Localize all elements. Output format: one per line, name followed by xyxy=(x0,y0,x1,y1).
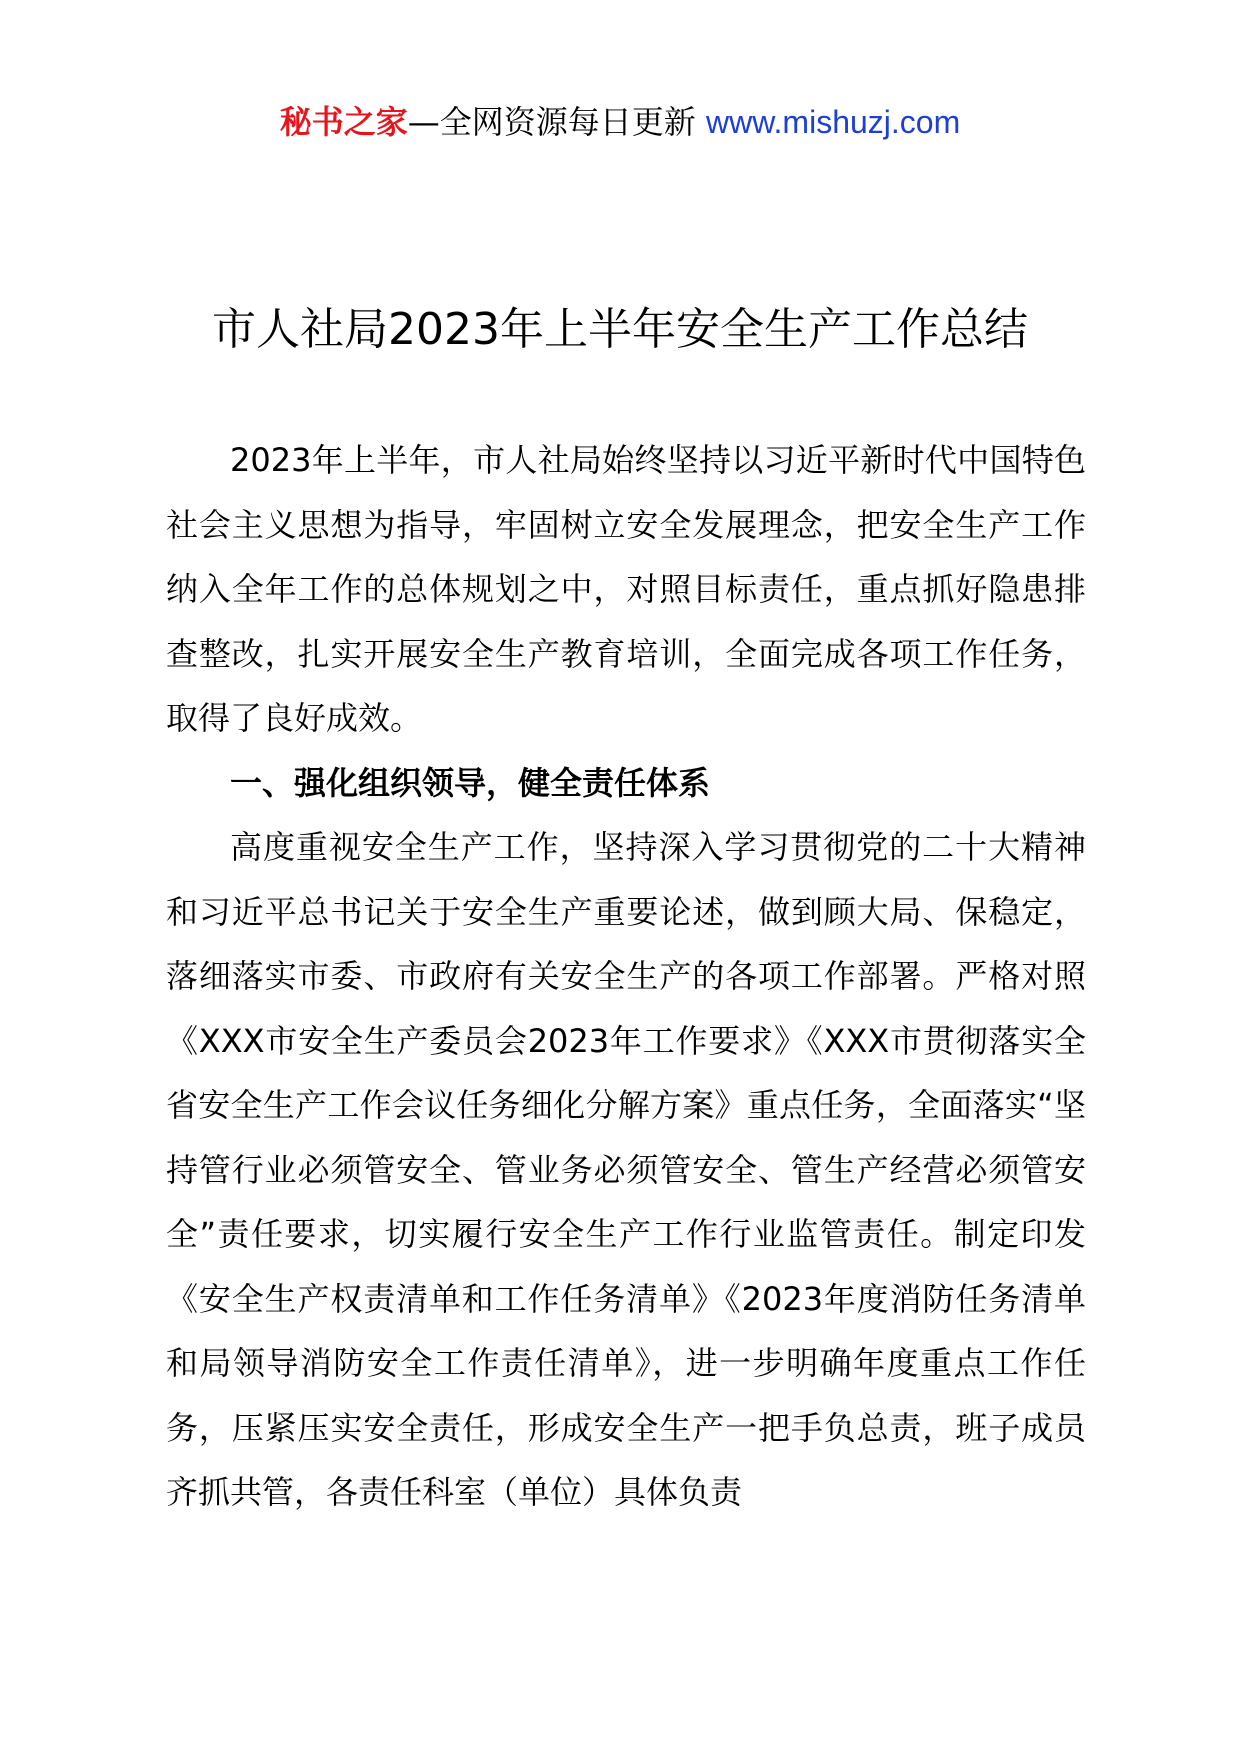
brand-name: 秘书之家 xyxy=(279,103,408,141)
section-1-paragraph: 高度重视安全生产工作，坚持深入学习贯彻党的二十大精神和习近平总书记关于安全生产重要论述，做到顾大局、保稳定，落细落实市委、市政府有关安全生产的各项工作部署。严格对照《XXX市安全生产委员会2023年工作要求》《XXX市贯彻落实全省安全生产工作会议任务细化分解方案》重点任务，全面落实“坚持管行业必须管安全、管业务必须管安全、管生产经营必须管安全”责任要求，切实履行安全生产工作行业监管责任。制定印发《安全生产权责清单和工作任务清单》《2023年度消防任务清单和局领导消防安全工作责任清单》，进一步明确年度重点工作任务，压紧压实安全责任，形成安全生产一把手负总责，班子成员齐抓共管，各责任科室（单位）具体负责 xyxy=(166,828,1086,1511)
document-title: 市人社局2023年上半年安全生产工作总结 xyxy=(212,304,1028,355)
section-heading-1: 一、强化组织领导，健全责任体系 xyxy=(230,763,711,802)
header-tagline: —全网资源每日更新 xyxy=(407,103,696,141)
website-link[interactable]: www.mishuzj.com xyxy=(705,104,961,140)
document-body xyxy=(166,428,1086,1525)
intro-paragraph: 2023年上半年，市人社局始终坚持以习近平新时代中国特色社会主义思想为指导，牢固树立安全发展理念，把安全生产工作纳入全年工作的总体规划之中，对照目标责任，重点抓好隐患排查整改，扎实开展安全生产教育培训，全面完成各项工作任务，取得了良好成效。 xyxy=(166,441,1086,737)
page-header xyxy=(0,100,1240,144)
